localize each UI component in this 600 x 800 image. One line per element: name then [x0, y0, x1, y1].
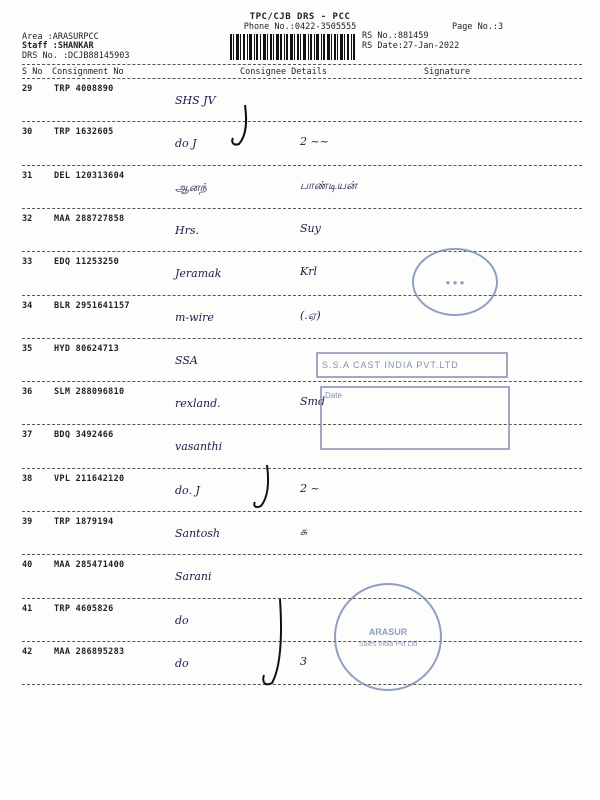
round-stamp-small: ● ● ● — [412, 248, 498, 316]
row-divider — [22, 511, 582, 512]
handwritten-bracket-icon — [250, 595, 295, 690]
row-signature: Krl — [300, 265, 317, 279]
row-consignment: HYD 80624713 — [54, 343, 120, 354]
row-divider — [22, 295, 582, 296]
row-consignee-name: rexland. — [175, 397, 221, 411]
row-consignee-name: do — [175, 613, 189, 627]
row-sno: 32 — [22, 213, 33, 224]
header-divider-bottom — [22, 78, 582, 79]
row-consignment: DEL 120313604 — [54, 170, 125, 181]
row-signature: பாண்டியன் — [300, 178, 357, 192]
row-consignment: TRP 4008890 — [54, 84, 114, 94]
row-consignee-name: ஆனந் — [175, 180, 207, 194]
row-sno: 41 — [22, 603, 33, 614]
row-consignee-name: do J — [175, 137, 197, 151]
document-title: TPC/CJB DRS - PCC — [249, 12, 351, 22]
row-consignment: TRP 4605826 — [54, 603, 114, 614]
row-sno: 29 — [22, 84, 33, 94]
row-consignment: MAA 286895283 — [54, 646, 125, 657]
company-stamp-date-box — [320, 386, 510, 450]
row-sno: 39 — [22, 517, 33, 527]
row-consignment: TRP 1632605 — [54, 127, 114, 138]
handwritten-bracket-icon — [225, 100, 265, 150]
col-consignee: Consignee Details — [240, 67, 327, 77]
handwritten-bracket-icon — [245, 462, 285, 512]
row-consignee-name: Hrs. — [175, 223, 199, 237]
round-stamp-text: ARASUR — [368, 626, 408, 637]
row-sno: 36 — [22, 387, 33, 398]
drs-number: DRS No. :DCJB88145903 — [22, 51, 130, 61]
area-label: Area :ARASURPCC — [22, 32, 99, 42]
row-divider — [22, 468, 582, 469]
row-consignee-name: do — [175, 656, 189, 670]
row-sno: 42 — [22, 646, 33, 657]
row-consignment: VPL 211642120 — [54, 473, 125, 484]
header-divider-top — [22, 64, 582, 65]
round-stamp-large — [334, 583, 442, 691]
row-divider — [22, 251, 582, 252]
row-signature: (.ஏ) — [300, 308, 321, 322]
round-stamp-inner: Sales India Pvt Ltd — [358, 640, 418, 648]
row-signature: Smd — [300, 395, 326, 409]
row-consignment: BDQ 3492466 — [54, 430, 114, 441]
row-signature: சு — [300, 525, 308, 538]
row-divider — [22, 381, 582, 382]
phone-number: Phone No.:0422-3505555 — [243, 22, 357, 32]
row-sno: 34 — [22, 300, 33, 311]
row-divider — [22, 684, 582, 685]
rs-date: RS Date:27-Jan-2022 — [362, 41, 460, 51]
row-consignee-name: do. J — [175, 483, 200, 497]
row-sno: 35 — [22, 343, 33, 354]
row-signature: Suy — [300, 221, 321, 235]
row-consignee-name: SSA — [175, 353, 198, 367]
page-number: Page No.:3 — [452, 22, 504, 32]
row-divider — [22, 121, 582, 122]
col-sno: S No — [22, 67, 43, 77]
row-consignment: TRP 1879194 — [54, 517, 114, 527]
row-consignee-name: m-wire — [175, 310, 214, 324]
row-sno: 38 — [22, 473, 33, 484]
row-consignee-name: Jeramak — [175, 267, 222, 281]
barcode-icon — [230, 34, 355, 60]
row-consignee-name: vasanthi — [175, 440, 223, 454]
row-divider — [22, 165, 582, 166]
rs-number: RS No.:881459 — [362, 31, 429, 41]
row-sno: 33 — [22, 257, 33, 268]
col-consignment: Consignment No — [52, 67, 124, 77]
row-sno: 37 — [22, 430, 33, 441]
row-divider — [22, 208, 582, 209]
row-consignment: SLM 288096810 — [54, 387, 125, 398]
row-consignee-name: Santosh — [175, 527, 220, 540]
row-divider — [22, 598, 582, 599]
row-signature: 2 ~~ — [300, 135, 329, 149]
row-sno: 40 — [22, 560, 33, 571]
row-sno: 30 — [22, 127, 33, 138]
row-divider — [22, 554, 582, 555]
row-sno: 31 — [22, 170, 33, 181]
col-signature: Signature — [424, 67, 471, 77]
row-consignee-name: SHS JV — [175, 94, 216, 107]
staff-label: Staff :SHANKAR — [22, 41, 94, 51]
row-consignee-name: Sarani — [175, 570, 212, 584]
row-consignment: MAA 288727858 — [54, 213, 125, 224]
row-consignment: MAA 285471400 — [54, 560, 125, 571]
row-consignment: EDQ 11253250 — [54, 257, 120, 268]
company-stamp-header: S.S.A CAST INDIA PVT.LTD — [316, 352, 508, 378]
row-signature: 3 — [300, 654, 307, 668]
stamp-date-label: Date — [325, 391, 342, 400]
row-divider — [22, 338, 582, 339]
row-consignment: BLR 2951641157 — [54, 300, 130, 311]
row-divider — [22, 641, 582, 642]
row-signature: 2 ~ — [300, 481, 320, 495]
